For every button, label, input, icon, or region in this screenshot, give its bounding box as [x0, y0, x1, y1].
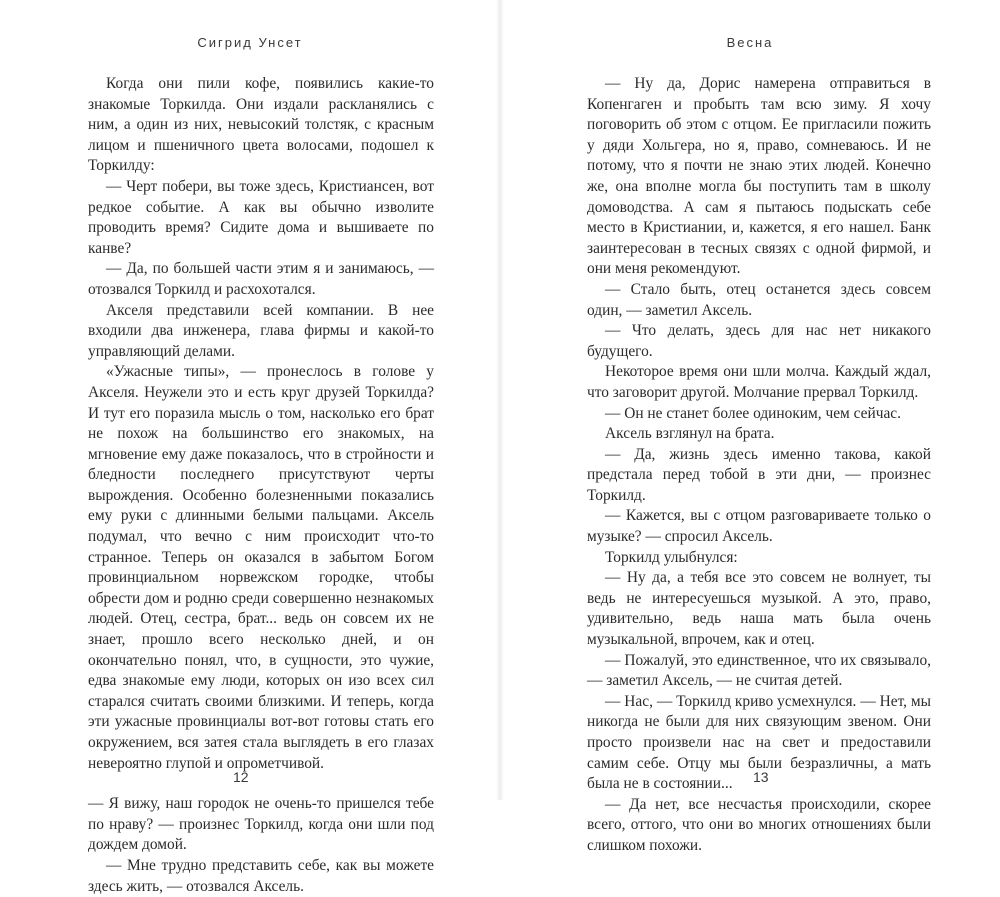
left-page — [0, 0, 500, 895]
paragraph: — Да, жизнь здесь именно такова, какой предстала перед тобой в эти дни, — произнес Торкилд. — [587, 445, 931, 504]
paragraph: Акселя представили всей компании. В нее входили два инженера, глава фирмы и какой-то управляющий делами. — [88, 301, 434, 360]
paragraph: — Он не станет более одиноким, чем сейчас. — [605, 404, 901, 422]
running-head-author: Сигрид Унсет — [197, 35, 303, 50]
paragraph: — Я вижу, наш городок не очень-то пришелся тебе по нраву? — произнес Торкилд, когда они шли под дождем домой. — [88, 795, 434, 854]
page-number: 13 — [753, 769, 769, 785]
paragraph: — Пожалуй, это единственное, что их связывало, — заметил Аксель, — не считая детей. — [587, 651, 931, 690]
paragraph: — Что делать, здесь для нас нет никакого будущего. — [587, 322, 931, 360]
right-page-text — [587, 74, 931, 857]
page-number: 12 — [233, 769, 249, 785]
paragraph: Торкилд улыбнулся: — [605, 548, 738, 566]
left-page-text — [88, 74, 434, 897]
paragraph: Когда они пили кофе, появились какие-то знакомые Торкилда. Они издали раскланялись с ним, а один из них, невысокий толстяк, с красным лицом и пшеничного цвета волосами, подошел к Торкилду: — [88, 75, 434, 175]
paragraph: — Ну да, Дорис намерена отправиться в Копенгаген и пробыть там всю зиму. Я хочу поговорить об этом с отцом. Ее пригласили пожить у дяди Хольгера, но я, право, сомневаюсь. И не потому, что я почти не знаю этих людей. Конечно же, она вполне могла бы поступить там в школу домоводства. А сам я пытаюсь подыскать себе место в Кристиании, и, кажется, я его нашел. Банк заинтересован в тесных связях с одной фирмой, и они меня рекомендуют. — [587, 75, 931, 278]
paragraph: «Ужасные типы», — пронеслось в голове у Акселя. Неужели это и есть круг друзей Торкилда? И тут его поразила мысль о том, насколько его брат не похож на большинство его знакомых, на мгновение ему даже показалось, что в стройности и бледности последнего присутствуют черты вырождения. Особенно болезненными показались ему руки с длинными белыми пальцами. Аксель подумал, что вечно с ним происходит что-то странное. Теперь он оказался в забытом Богом провинциальном норвежском городке, чтобы обрести дом и родню среди совершенно незнакомых людей. Отец, сестра, брат... ведь он совсем их не знает, прошло всего несколько дней, и он окончательно понял, что, в сущности, это чужие, едва знакомые ему люди, которых он изо всех сил старался считать своими близкими. И теперь, когда эти ужасные провинциалы вот-вот готовы стать его окружением, вся затея стала выглядеть в его глазах невероятно глупой и опрометчивой. — [88, 363, 434, 772]
paragraph: — Да, по большей части этим я и занимаюсь, — отозвался Торкилд и расхохотался. — [88, 260, 434, 298]
paragraph: — Стало быть, отец останется здесь совсем один, — заметил Аксель. — [587, 280, 931, 319]
paragraph: — Да нет, все несчастья происходили, скорее всего, оттого, что они во многих отношениях были слишком похожи. — [587, 795, 931, 854]
right-page — [500, 0, 1000, 854]
paragraph: — Ну да, а тебя все это совсем не волнует, ты ведь не интересуешься музыкой. А это, право, удивительно, ведь наша мать была очень музыкальной, впрочем, как и отец. — [587, 569, 931, 649]
paragraph: — Нас, — Торкилд криво усмехнулся. — Нет, мы никогда не были для них связующим звеном. Они просто произвели нас на свет и предоставили самим себе. Отцу мы были безразличны, а мать была не в состоянии... — [587, 692, 931, 793]
paragraph: — Кажется, вы с отцом разговариваете только о музыке? — спросил Аксель. — [587, 507, 931, 546]
running-head-title: Весна — [726, 35, 774, 50]
paragraph: — Мне трудно представить себе, как вы можете здесь жить, — отозвался Аксель. — [88, 856, 434, 895]
paragraph: — Черт побери, вы тоже здесь, Кристиансен, вот редкое событие. А как вы обычно изволите проводить время? Сидите дома и вышиваете по канве? — [88, 177, 434, 257]
paragraph: Аксель взглянул на брата. — [605, 425, 775, 443]
paragraph: Некоторое время они шли молча. Каждый ждал, что заговорит другой. Молчание прервал Торкилд. — [587, 363, 931, 401]
